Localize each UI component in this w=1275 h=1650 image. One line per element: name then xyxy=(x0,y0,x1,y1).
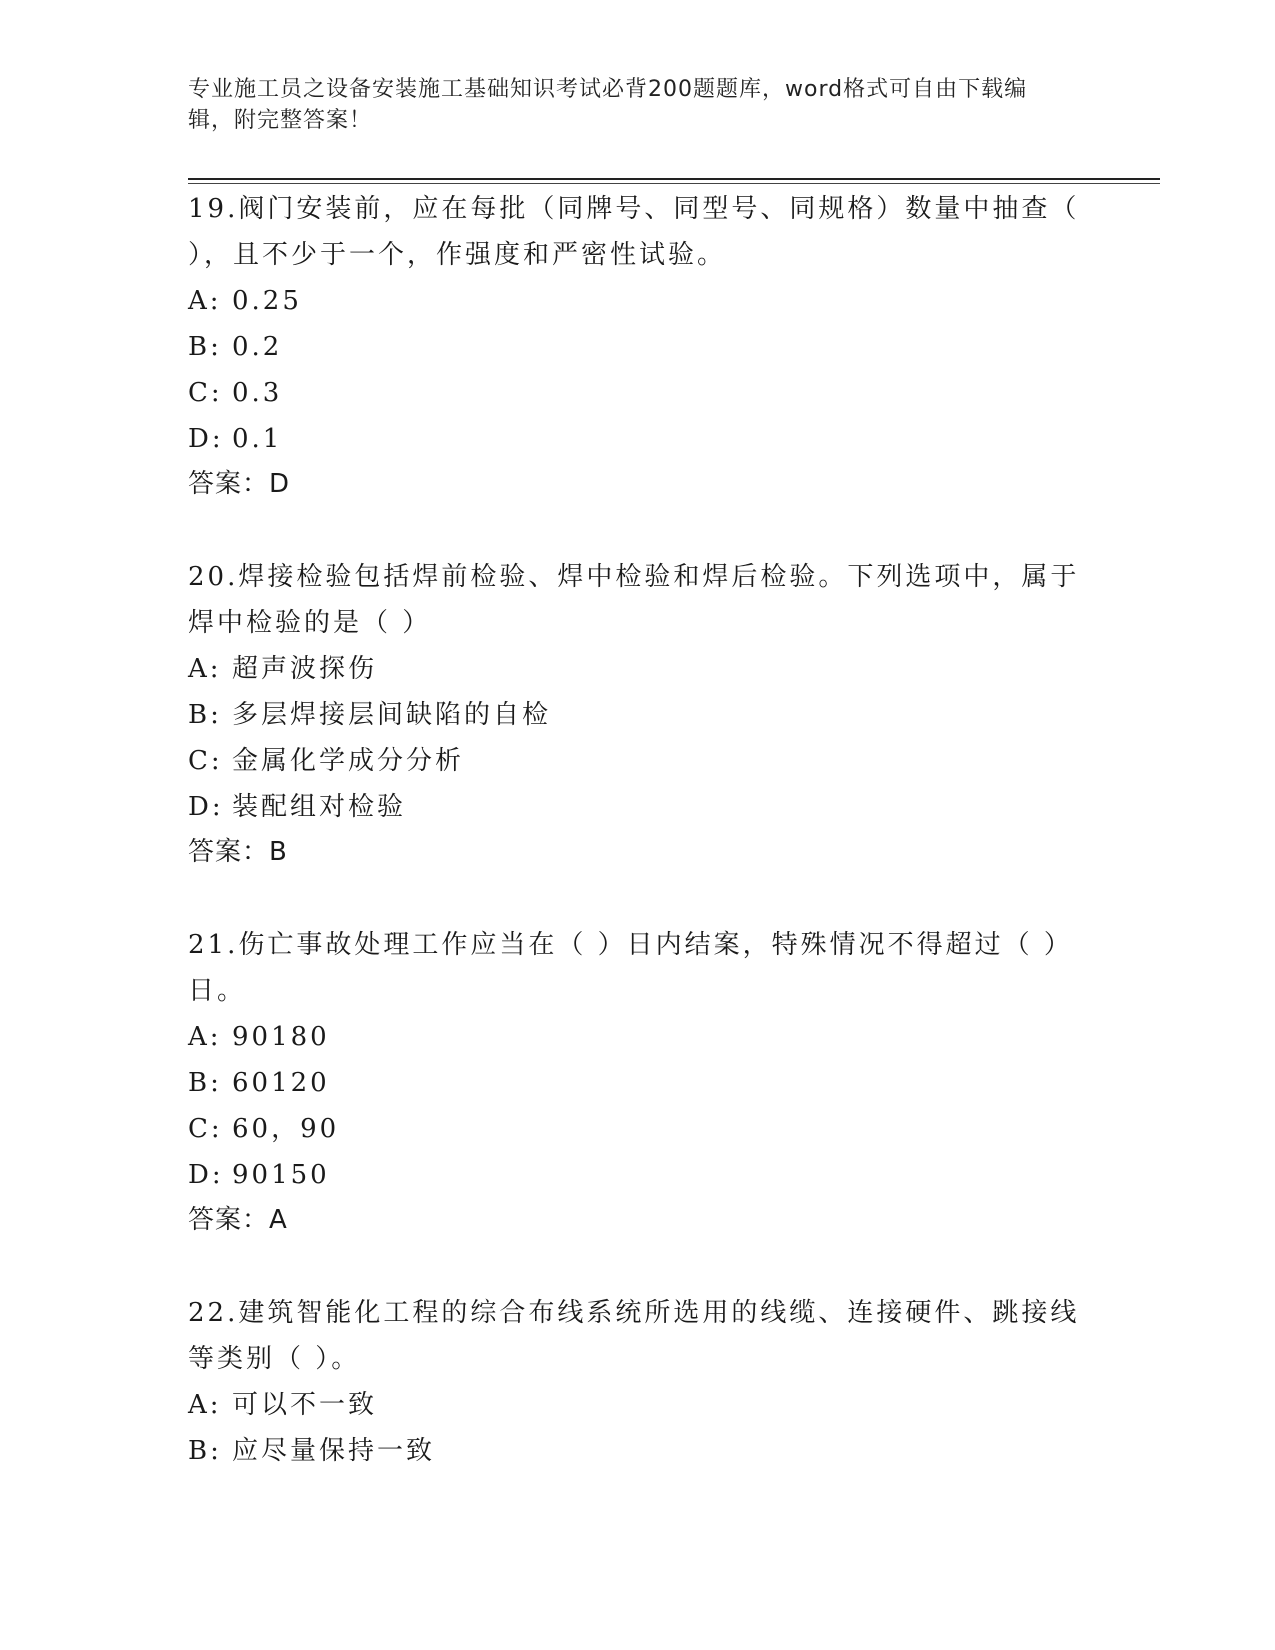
option-text: 金属化学成分分析 xyxy=(232,746,465,776)
option-key: A: xyxy=(188,654,222,684)
option-text: 应尽量保持一致 xyxy=(232,1436,436,1466)
option-key: D: xyxy=(188,792,224,822)
option-c xyxy=(188,370,1088,416)
option-key: D: xyxy=(188,424,224,454)
option-d xyxy=(188,416,1088,462)
answer-line: 答案：A xyxy=(188,1205,288,1235)
option-d xyxy=(188,1152,1088,1198)
option-key: C: xyxy=(188,378,223,408)
answer-line: 答案：D xyxy=(188,469,291,499)
option-text: 多层焊接层间缺陷的自检 xyxy=(232,700,552,730)
option-a xyxy=(188,646,1088,692)
option-key: D: xyxy=(188,1160,224,1190)
answer-line: 答案：B xyxy=(188,837,288,867)
option-key: B: xyxy=(188,332,222,362)
question-stem: 19.阀门安装前，应在每批（同牌号、同型号、同规格）数量中抽查（ ），且不少于一个，作强度和严密性试验。 xyxy=(188,194,1080,270)
option-key: B: xyxy=(188,700,222,730)
option-key: A: xyxy=(188,286,222,316)
option-b xyxy=(188,324,1088,370)
header-divider-thick xyxy=(188,178,1160,180)
option-text: 90180 xyxy=(232,1022,330,1052)
question-20 xyxy=(188,554,1088,874)
option-text: 0.2 xyxy=(232,332,283,362)
question-19 xyxy=(188,186,1088,506)
option-text: 超声波探伤 xyxy=(232,654,378,684)
option-b xyxy=(188,692,1088,738)
option-text: 90150 xyxy=(232,1160,330,1190)
option-text: 0.1 xyxy=(232,424,283,454)
question-22 xyxy=(188,1290,1088,1474)
option-b xyxy=(188,1428,1088,1474)
option-key: A: xyxy=(188,1022,222,1052)
option-a xyxy=(188,1014,1088,1060)
option-text: 装配组对检验 xyxy=(232,792,407,822)
option-a xyxy=(188,1382,1088,1428)
question-stem: 22.建筑智能化工程的综合布线系统所选用的线缆、连接硬件、跳接线等类别（ ）。 xyxy=(188,1298,1080,1374)
option-d xyxy=(188,784,1088,830)
option-a xyxy=(188,278,1088,324)
option-b xyxy=(188,1060,1088,1106)
option-key: B: xyxy=(188,1436,222,1466)
option-text: 可以不一致 xyxy=(232,1390,378,1420)
option-key: A: xyxy=(188,1390,222,1420)
option-c xyxy=(188,738,1088,784)
header-divider-thin xyxy=(188,183,1160,184)
option-text: 0.25 xyxy=(232,286,302,316)
question-stem: 21.伤亡事故处理工作应当在（ ）日内结案，特殊情况不得超过（ ）日。 xyxy=(188,930,1073,1006)
question-21 xyxy=(188,922,1088,1242)
question-stem: 20.焊接检验包括焊前检验、焊中检验和焊后检验。下列选项中，属于焊中检验的是（ ） xyxy=(188,562,1080,638)
option-text: 0.3 xyxy=(232,378,283,408)
document-header-title: 专业施工员之设备安装施工基础知识考试必背200题题库，word格式可自由下载编辑，附完整答案！ xyxy=(188,77,1028,133)
option-key: C: xyxy=(188,746,223,776)
option-text: 60120 xyxy=(232,1068,330,1098)
option-c xyxy=(188,1106,1088,1152)
option-key: B: xyxy=(188,1068,222,1098)
option-key: C: xyxy=(188,1114,223,1144)
option-text: 60，90 xyxy=(232,1114,340,1144)
